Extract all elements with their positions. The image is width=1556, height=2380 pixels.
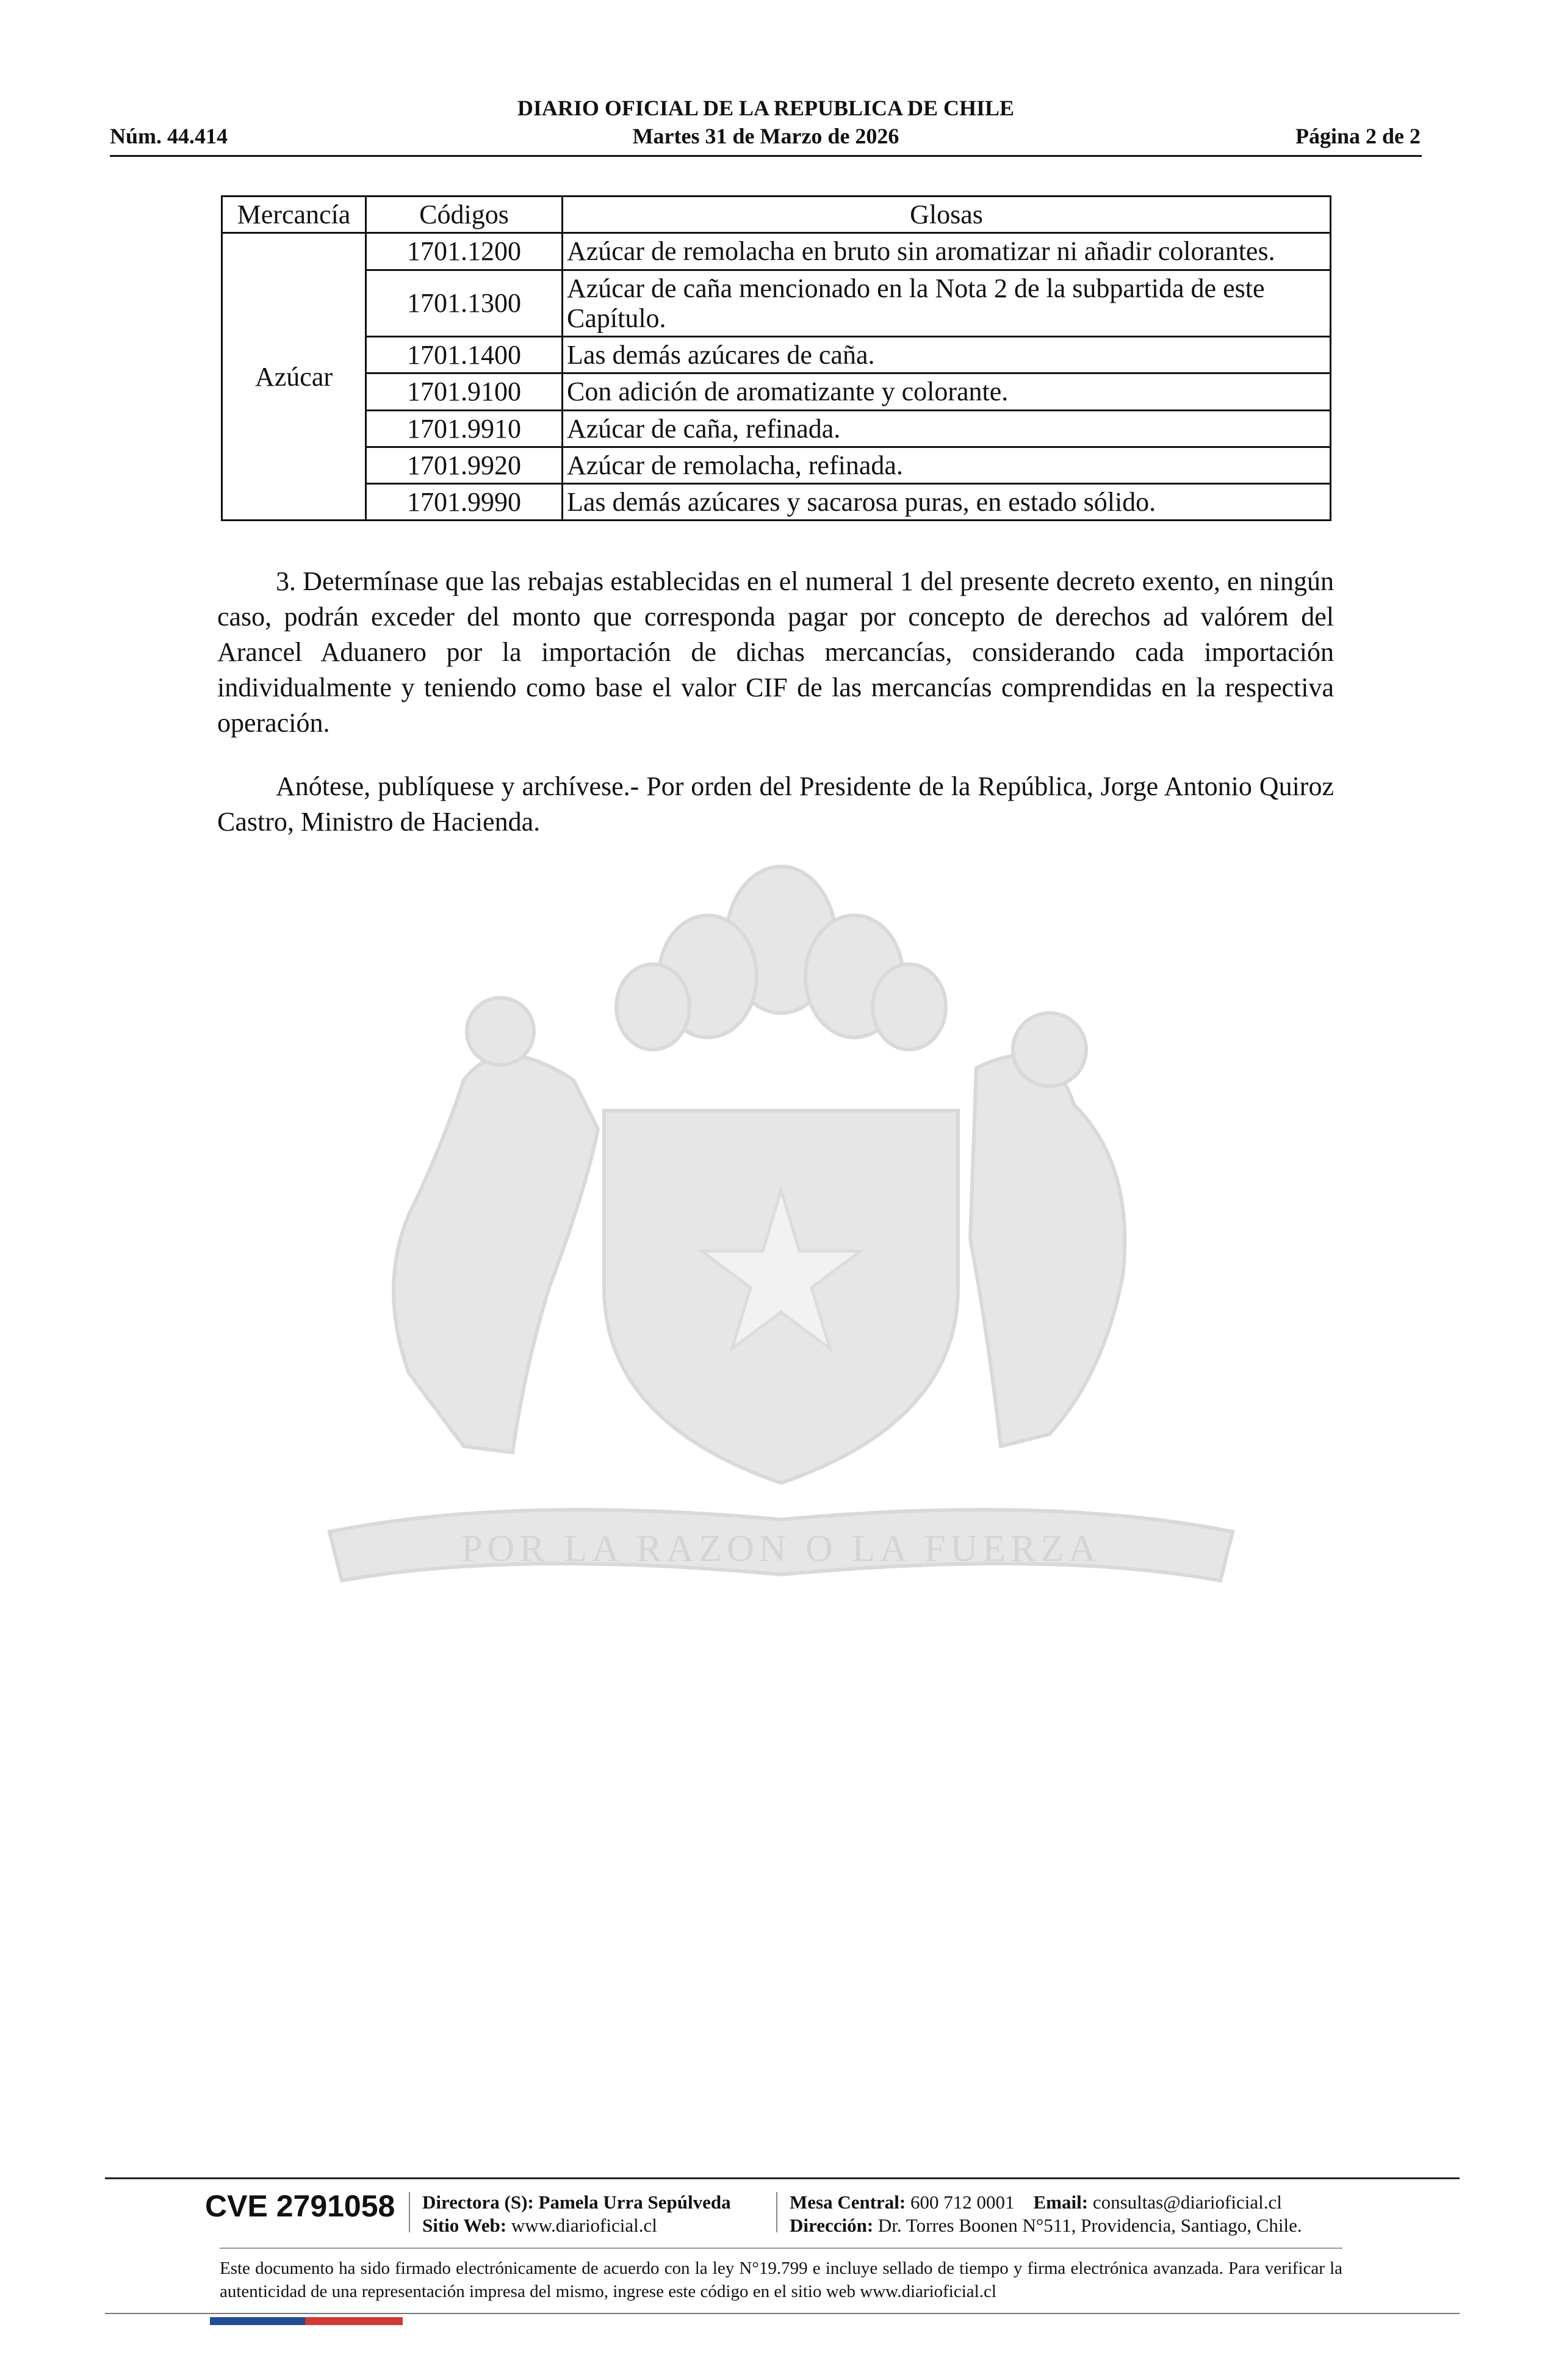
- gloss-cell: Azúcar de caña, refinada.: [563, 410, 1331, 447]
- address-label: Dirección:: [790, 2215, 874, 2236]
- tariff-table: [221, 195, 1331, 521]
- gloss-cell: Azúcar de remolacha, refinada.: [563, 447, 1331, 483]
- code-cell: 1701.9100: [366, 373, 563, 410]
- footer-separator: [409, 2192, 410, 2232]
- flag-stripe-blue: [210, 2317, 305, 2325]
- gloss-cell: Azúcar de caña mencionado en la Nota 2 de la subpartida de este Capítulo.: [563, 270, 1331, 337]
- code-cell: 1701.9920: [366, 447, 563, 483]
- closing-paragraph: Anótese, publíquese y archívese.- Por orden del Presidente de la República, Jorge Antonio Quiroz Castro, Ministro de Hacienda.: [217, 771, 1334, 837]
- coat-of-arms-watermark: [207, 848, 1355, 1678]
- footer-separator: [776, 2192, 777, 2232]
- gloss-cell: Las demás azúcares de caña.: [563, 337, 1331, 373]
- website-link[interactable]: www.diarioficial.cl: [511, 2215, 657, 2236]
- footer-divider-middle: [220, 2248, 1342, 2249]
- legal-notice: Este documento ha sido firmado electrónicamente de acuerdo con la ley N°19.799 e incluye sellado de tiempo y firma electrónica avanzada. Para verificar la autenticidad de una representación impresa del mismo, ingrese este código en el sitio web www.diarioficial.cl: [220, 2259, 1342, 2301]
- page-indicator: Página 2 de 2: [1295, 124, 1421, 148]
- phone-label: Mesa Central:: [790, 2191, 906, 2213]
- footer-divider-bottom: [105, 2313, 1460, 2314]
- table-row: [222, 337, 1331, 373]
- footer-divider-top: [105, 2177, 1460, 2179]
- issue-number: Núm. 44.414: [110, 124, 228, 148]
- header-glosses: Glosas: [563, 197, 1331, 233]
- website-label: Sitio Web:: [422, 2215, 507, 2236]
- table-row: [222, 447, 1331, 483]
- code-cell: 1701.1300: [366, 270, 563, 337]
- footer-contact-block: [790, 2191, 1302, 2237]
- gloss-cell: Con adición de aromatizante y colorante.: [563, 373, 1331, 410]
- code-cell: 1701.9990: [366, 484, 563, 521]
- table-row: [222, 373, 1331, 410]
- code-cell: 1701.9910: [366, 410, 563, 447]
- table-row: [222, 484, 1331, 521]
- footer-director-block: [422, 2191, 731, 2237]
- gloss-cell: Las demás azúcares y sacarosa puras, en estado sólido.: [563, 484, 1331, 521]
- cve-code: CVE 2791058: [205, 2189, 395, 2223]
- table-row: [222, 410, 1331, 447]
- flag-stripe-red: [305, 2317, 403, 2325]
- director-label: Directora (S):: [422, 2191, 534, 2213]
- header-codes: Códigos: [366, 197, 563, 233]
- merchandise-cell: Azúcar: [222, 233, 366, 521]
- paragraph-article-3: 3. Determínase que las rebajas establecidas en el numeral 1 del presente decreto exento, en ningún caso, podrán exceder del monto que corresponda pagar por concepto de derechos ad valórem del Arancel Aduanero por la importación de dichas mercancías, considerando cada importación individualmente y teniendo como base el valor CIF de las mercancías comprendidas en la respectiva operación.: [217, 566, 1334, 738]
- newspaper-title: DIARIO OFICIAL DE LA REPUBLICA DE CHILE: [517, 96, 1015, 120]
- table-row: [222, 233, 1331, 270]
- table-header-row: [222, 197, 1331, 233]
- email-link[interactable]: consultas@diarioficial.cl: [1092, 2191, 1282, 2213]
- email-label: Email:: [1033, 2191, 1089, 2213]
- emblem-motto: POR LA RAZON O LA FUERZA: [461, 1528, 1101, 1570]
- address-text: Dr. Torres Boonen N°511, Providencia, Santiago, Chile.: [877, 2215, 1302, 2236]
- table-row: [222, 270, 1331, 337]
- header-merchandise: Mercancía: [222, 197, 366, 233]
- code-cell: 1701.1400: [366, 337, 563, 373]
- issue-date: Martes 31 de Marzo de 2026: [632, 124, 899, 148]
- director-name: Pamela Urra Sepúlveda: [538, 2191, 731, 2213]
- gloss-cell: Azúcar de remolacha en bruto sin aromatizar ni añadir colorantes.: [563, 233, 1331, 270]
- code-cell: 1701.1200: [366, 233, 563, 270]
- header-divider: [110, 155, 1422, 157]
- phone-number: 600 712 0001: [910, 2191, 1015, 2213]
